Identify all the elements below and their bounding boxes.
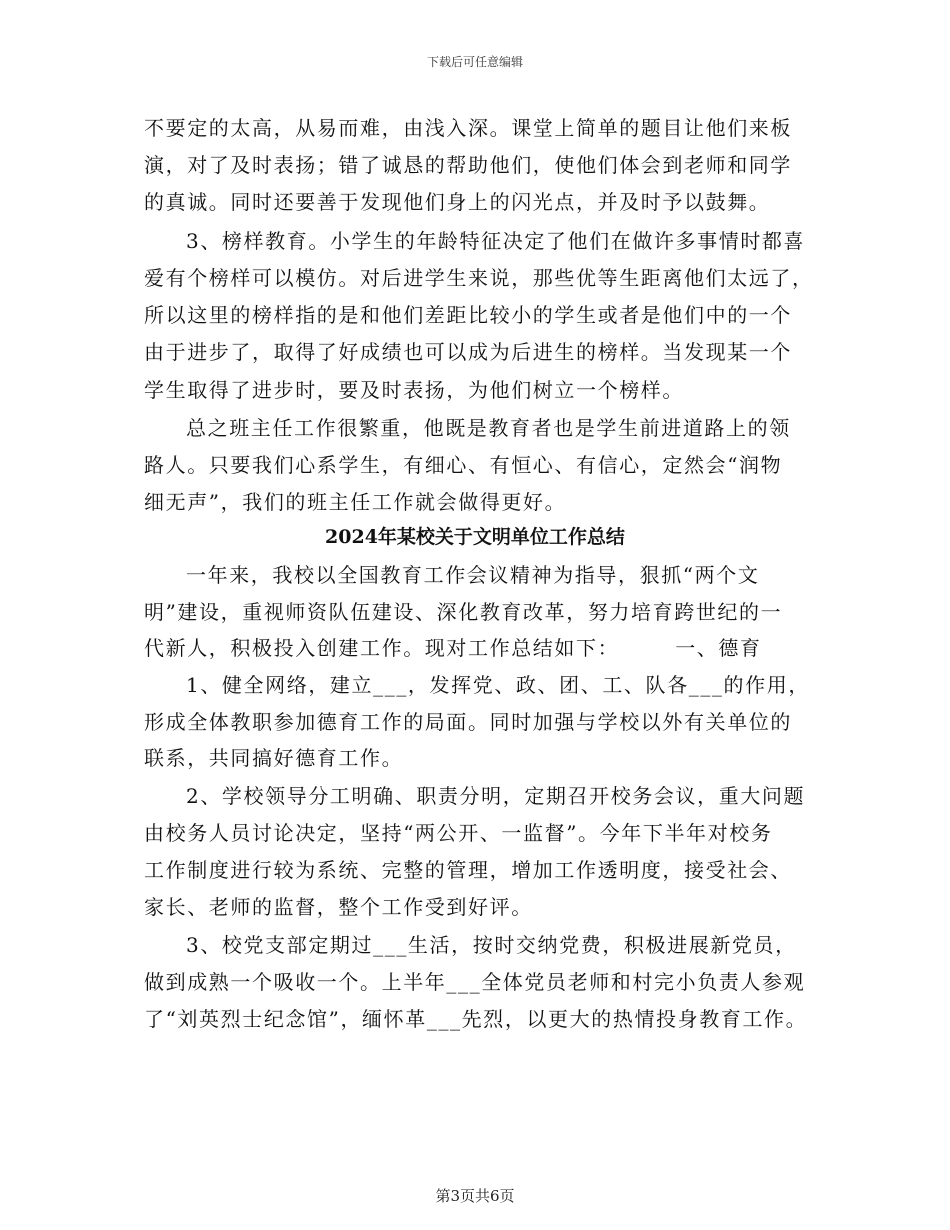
line-text: 代新人，积极投入创建工作。现对工作总结如下： <box>144 636 620 660</box>
section-title: 2024年某校关于文明单位工作总结 <box>325 526 625 548</box>
paragraph-line: 的真诚。同时还要善于发现他们身上的闪光点，并及时予以鼓舞。 <box>144 190 771 214</box>
paragraph-line: 3、校党支部定期过___生活，按时交纳党费，积极进展新党员， <box>186 933 797 957</box>
paragraph-line: 总之班主任工作很繁重，他既是教育者也是学生前进道路上的领 <box>186 416 791 440</box>
page-header: 下载后可任意编辑 <box>426 55 523 69</box>
paragraph-line: 所以这里的榜样指的是和他们差距比较小的学生或者是他们中的一个 <box>144 303 792 327</box>
subheading-moral-education: 一、德育 <box>675 636 762 660</box>
paragraph-line: 联系，共同搞好德育工作。 <box>144 746 404 770</box>
paragraph-line: 学生取得了进步时，要及时表扬，为他们树立一个榜样。 <box>144 378 684 402</box>
paragraph-line: 细无声”，我们的班主任工作就会做得更好。 <box>144 490 567 514</box>
paragraph-line: 3、榜样教育。小学生的年龄特征决定了他们在做许多事情时都喜 <box>186 229 806 253</box>
paragraph-line: 一年来，我校以全国教育工作会议精神为指导，狠抓“两个文 <box>186 563 760 587</box>
paragraph-line: 2、学校领导分工明确、职责分明，定期召开校务会议，重大问题 <box>186 784 806 808</box>
paragraph-line: 明”建设，重视师资队伍建设、深化教育改革，努力培育跨世纪的一 <box>144 600 783 624</box>
paragraph-line: 由校务人员讨论决定，坚持“两公开、一监督”。今年下半年对校务 <box>144 821 773 845</box>
paragraph-line: 家长、老师的监督，整个工作受到好评。 <box>144 895 533 919</box>
paragraph-line: 由于进步了，取得了好成绩也可以成为后进生的榜样。当发现某一个 <box>144 340 792 364</box>
paragraph-line: 工作制度进行较为系统、完整的管理，增加工作透明度，接受社会、 <box>144 858 792 882</box>
paragraph-line: 形成全体教职参加德育工作的局面。同时加强与学校以外有关单位的 <box>144 710 792 734</box>
paragraph-line: 演，对了及时表扬；错了诚恳的帮助他们，使他们体会到老师和同学 <box>144 153 792 177</box>
paragraph-line: 1、健全网络，建立___，发挥党、政、团、工、队各___的作用， <box>186 673 810 697</box>
paragraph-line: 路人。只要我们心系学生，有细心、有恒心、有信心，定然会“润物 <box>144 453 783 477</box>
paragraph-line: 爱有个榜样可以模仿。对后进学生来说，那些优等生距离他们太远了， <box>144 266 814 290</box>
paragraph-line: 做到成熟一个吸收一个。上半年___全体党员老师和村完小负责人参观 <box>144 970 806 994</box>
page-number: 第3页共6页 <box>435 1187 515 1205</box>
paragraph-line: 了“刘英烈士纪念馆”，缅怀革___先烈，以更大的热情投身教育工作。 <box>144 1007 808 1031</box>
paragraph-line <box>144 636 762 660</box>
paragraph-line: 不要定的太高，从易而难，由浅入深。课堂上简单的题目让他们来板 <box>144 116 792 140</box>
